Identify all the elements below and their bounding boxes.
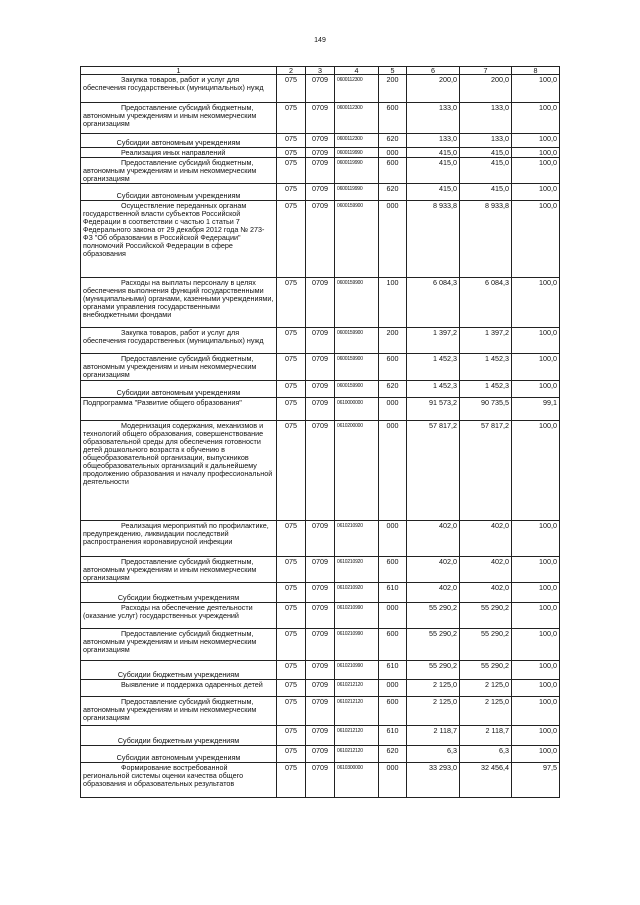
row-actual: 133,0 [460,103,512,134]
table-row [81,354,560,381]
row-code-target: 0610212120 [335,697,379,726]
row-actual: 2 125,0 [460,680,512,697]
row-actual: 6 084,3 [460,278,512,328]
row-actual: 415,0 [460,184,512,201]
row-code-section: 0709 [306,381,335,398]
row-actual: 402,0 [460,521,512,557]
row-code-section: 0709 [306,421,335,521]
row-actual: 8 933,8 [460,201,512,278]
row-percent: 100,0 [512,421,560,521]
row-code-type: 000 [379,421,407,521]
row-plan: 133,0 [407,103,460,134]
row-code-section: 0709 [306,201,335,278]
row-plan: 55 290,2 [407,661,460,680]
row-percent: 100,0 [512,557,560,583]
row-actual: 1 452,3 [460,354,512,381]
column-header-6: 6 [407,67,460,75]
row-code-admin: 075 [277,629,306,661]
table-row [81,521,560,557]
table-row [81,726,560,746]
table-row [81,278,560,328]
row-code-admin: 075 [277,661,306,680]
row-actual: 1 397,2 [460,328,512,354]
column-header-5: 5 [379,67,407,75]
row-code-section: 0709 [306,603,335,629]
row-actual: 415,0 [460,158,512,184]
row-code-type: 000 [379,763,407,798]
row-plan: 33 293,0 [407,763,460,798]
row-plan: 1 397,2 [407,328,460,354]
row-name: Субсидии автономным учреждениям [81,746,277,763]
row-percent: 100,0 [512,746,560,763]
row-code-admin: 075 [277,680,306,697]
row-code-target: 0600159900 [335,328,379,354]
row-plan: 415,0 [407,184,460,201]
row-code-admin: 075 [277,398,306,421]
row-code-type: 100 [379,278,407,328]
row-name: Расходы на выплаты персоналу в целях обеспечения выполнения функций государственными (муниципальными) органами, казенными учреждениями, органами управления государственными внебюджетными фондами [81,278,277,328]
row-percent: 100,0 [512,629,560,661]
table-row [81,661,560,680]
row-name: Реализация мероприятий по профилактике, предупреждению, ликвидации последствий распространения коронавирусной инфекции [81,521,277,557]
row-code-admin: 075 [277,201,306,278]
row-percent: 97,5 [512,763,560,798]
row-code-admin: 075 [277,158,306,184]
row-actual: 402,0 [460,583,512,603]
row-code-target: 0610210990 [335,603,379,629]
row-actual: 32 456,4 [460,763,512,798]
row-plan: 402,0 [407,521,460,557]
row-code-section: 0709 [306,557,335,583]
table-row [81,184,560,201]
row-actual: 90 735,5 [460,398,512,421]
table-row [81,328,560,354]
row-code-section: 0709 [306,726,335,746]
row-name: Закупка товаров, работ и услуг для обеспечения государственных (муниципальных) нужд [81,328,277,354]
table-row [81,103,560,134]
row-percent: 100,0 [512,103,560,134]
table-row [81,557,560,583]
row-code-target: 0610210990 [335,661,379,680]
row-actual: 402,0 [460,557,512,583]
row-percent: 100,0 [512,381,560,398]
row-percent: 100,0 [512,148,560,158]
row-name: Субсидии автономным учреждениям [81,134,277,148]
row-code-section: 0709 [306,763,335,798]
row-plan: 402,0 [407,583,460,603]
table-row [81,381,560,398]
row-code-section: 0709 [306,629,335,661]
row-percent: 100,0 [512,697,560,726]
column-header-8: 8 [512,67,560,75]
row-name: Субсидии автономным учреждениям [81,381,277,398]
row-code-section: 0709 [306,661,335,680]
row-name: Предоставление субсидий бюджетным, автономным учреждениям и иным некоммерческим организациям [81,629,277,661]
row-plan: 1 452,3 [407,381,460,398]
row-name: Закупка товаров, работ и услуг для обеспечения государственных (муниципальных) нужд [81,75,277,103]
row-plan: 200,0 [407,75,460,103]
table-row [81,134,560,148]
row-actual: 55 290,2 [460,603,512,629]
row-code-admin: 075 [277,557,306,583]
row-plan: 2 125,0 [407,697,460,726]
row-percent: 100,0 [512,661,560,680]
row-code-section: 0709 [306,328,335,354]
row-actual: 55 290,2 [460,661,512,680]
row-percent: 100,0 [512,134,560,148]
row-percent: 100,0 [512,75,560,103]
row-code-type: 610 [379,583,407,603]
table-row [81,746,560,763]
row-code-section: 0709 [306,148,335,158]
row-percent: 100,0 [512,184,560,201]
row-code-type: 620 [379,184,407,201]
row-plan: 55 290,2 [407,629,460,661]
row-code-section: 0709 [306,583,335,603]
table-row [81,148,560,158]
row-name: Предоставление субсидий бюджетным, автономным учреждениям и иным некоммерческим организациям [81,557,277,583]
row-code-target: 0610210920 [335,583,379,603]
row-code-section: 0709 [306,184,335,201]
row-code-section: 0709 [306,158,335,184]
row-actual: 57 817,2 [460,421,512,521]
row-code-admin: 075 [277,421,306,521]
row-code-admin: 075 [277,726,306,746]
row-code-type: 000 [379,398,407,421]
row-actual: 133,0 [460,134,512,148]
row-code-target: 0600159900 [335,278,379,328]
row-name: Предоставление субсидий бюджетным, автономным учреждениям и иным некоммерческим организациям [81,158,277,184]
row-code-target: 0600159900 [335,381,379,398]
row-percent: 100,0 [512,278,560,328]
table-row [81,583,560,603]
row-code-target: 0610210920 [335,557,379,583]
row-actual: 1 452,3 [460,381,512,398]
table-row [81,158,560,184]
row-code-type: 600 [379,158,407,184]
row-code-target: 0610210990 [335,629,379,661]
row-code-admin: 075 [277,134,306,148]
row-name: Предоставление субсидий бюджетным, автономным учреждениям и иным некоммерческим организациям [81,697,277,726]
table-row [81,680,560,697]
row-name: Формирование востребованной региональной системы оценки качества общего образования и образовательных результатов [81,763,277,798]
row-code-admin: 075 [277,697,306,726]
row-percent: 100,0 [512,726,560,746]
row-code-type: 620 [379,746,407,763]
row-code-target: 0610212120 [335,746,379,763]
row-code-type: 000 [379,148,407,158]
row-code-target: 0600159900 [335,201,379,278]
row-code-target: 0610210920 [335,521,379,557]
row-code-target: 0600112300 [335,75,379,103]
table-row [81,763,560,798]
row-name: Субсидии бюджетным учреждениям [81,661,277,680]
budget-table [80,66,560,798]
row-code-admin: 075 [277,148,306,158]
row-code-target: 0600119990 [335,148,379,158]
row-plan: 6,3 [407,746,460,763]
row-plan: 415,0 [407,158,460,184]
table-row [81,75,560,103]
row-code-section: 0709 [306,697,335,726]
row-code-target: 0610000000 [335,398,379,421]
row-code-target: 0600112300 [335,134,379,148]
column-header-4: 4 [335,67,379,75]
row-actual: 55 290,2 [460,629,512,661]
row-plan: 55 290,2 [407,603,460,629]
row-code-admin: 075 [277,521,306,557]
row-code-section: 0709 [306,354,335,381]
row-code-type: 000 [379,521,407,557]
row-code-admin: 075 [277,381,306,398]
row-name: Реализация иных направлений [81,148,277,158]
row-code-target: 0600112300 [335,103,379,134]
row-code-target: 0610212120 [335,680,379,697]
row-actual: 415,0 [460,148,512,158]
row-plan: 415,0 [407,148,460,158]
row-code-admin: 075 [277,603,306,629]
row-percent: 100,0 [512,583,560,603]
row-name: Предоставление субсидий бюджетным, автономным учреждениям и иным некоммерческим организациям [81,103,277,134]
row-name: Предоставление субсидий бюджетным, автономным учреждениям и иным некоммерческим организациям [81,354,277,381]
row-code-section: 0709 [306,75,335,103]
row-code-type: 000 [379,603,407,629]
row-actual: 200,0 [460,75,512,103]
row-code-type: 200 [379,328,407,354]
row-plan: 2 118,7 [407,726,460,746]
row-code-section: 0709 [306,103,335,134]
row-code-admin: 075 [277,75,306,103]
row-code-type: 620 [379,381,407,398]
row-actual: 2 125,0 [460,697,512,726]
table-row [81,697,560,726]
row-code-section: 0709 [306,278,335,328]
header-row [81,67,560,75]
table-row [81,398,560,421]
row-code-type: 600 [379,697,407,726]
row-code-admin: 075 [277,328,306,354]
row-plan: 2 125,0 [407,680,460,697]
row-code-section: 0709 [306,746,335,763]
page-number: 149 [314,37,326,44]
table-row [81,421,560,521]
row-actual: 6,3 [460,746,512,763]
row-code-target: 0610212120 [335,726,379,746]
row-name: Модернизация содержания, механизмов и технологий общего образования, совершенствование образовательной среды для обеспечения готовности детей дошкольного возраста к обучению в общеобразовательной организации, выпускников общеобразовательных организаций к дальнейшему продолжению образования и началу профессиональной деятельности [81,421,277,521]
row-name: Субсидии бюджетным учреждениям [81,583,277,603]
row-actual: 2 118,7 [460,726,512,746]
row-code-target: 0600159900 [335,354,379,381]
row-plan: 402,0 [407,557,460,583]
column-header-1: 1 [81,67,277,75]
row-percent: 100,0 [512,521,560,557]
row-plan: 8 933,8 [407,201,460,278]
column-header-7: 7 [460,67,512,75]
row-code-section: 0709 [306,680,335,697]
row-code-target: 0600119990 [335,184,379,201]
row-code-type: 200 [379,75,407,103]
row-code-target: 0600119990 [335,158,379,184]
row-name: Подпрограмма "Развитие общего образования" [81,398,277,421]
column-header-3: 3 [306,67,335,75]
row-percent: 99,1 [512,398,560,421]
row-code-admin: 075 [277,583,306,603]
row-code-type: 610 [379,661,407,680]
row-code-section: 0709 [306,134,335,148]
row-code-type: 610 [379,726,407,746]
table-row [81,201,560,278]
row-code-type: 000 [379,680,407,697]
row-plan: 91 573,2 [407,398,460,421]
row-code-admin: 075 [277,354,306,381]
row-plan: 1 452,3 [407,354,460,381]
row-name: Расходы на обеспечение деятельности (оказание услуг) государственных учреждений [81,603,277,629]
row-code-admin: 075 [277,763,306,798]
row-code-type: 600 [379,557,407,583]
row-percent: 100,0 [512,158,560,184]
row-name: Выявление и поддержка одаренных детей [81,680,277,697]
row-plan: 133,0 [407,134,460,148]
row-code-admin: 075 [277,278,306,328]
table-row [81,629,560,661]
row-percent: 100,0 [512,201,560,278]
row-name: Субсидии автономным учреждениям [81,184,277,201]
row-code-target: 0610200000 [335,421,379,521]
row-code-section: 0709 [306,398,335,421]
row-code-admin: 075 [277,103,306,134]
column-header-2: 2 [277,67,306,75]
row-code-admin: 075 [277,184,306,201]
row-code-admin: 075 [277,746,306,763]
row-code-target: 0610300000 [335,763,379,798]
table-row [81,603,560,629]
row-plan: 57 817,2 [407,421,460,521]
row-percent: 100,0 [512,603,560,629]
row-code-type: 620 [379,134,407,148]
row-name: Осуществление переданных органам государственной власти субъектов Российской Федерации в соответствии с частью 1 статьи 7 Федерального закона от 29 декабря 2012 года № 273-ФЗ "Об образовании в Российской Федерации" полномочий Российской Федерации в сфере образования [81,201,277,278]
row-name: Субсидии бюджетным учреждениям [81,726,277,746]
row-percent: 100,0 [512,680,560,697]
row-percent: 100,0 [512,328,560,354]
row-percent: 100,0 [512,354,560,381]
row-code-type: 600 [379,629,407,661]
row-code-type: 600 [379,103,407,134]
row-code-type: 000 [379,201,407,278]
row-plan: 6 084,3 [407,278,460,328]
row-code-section: 0709 [306,521,335,557]
row-code-type: 600 [379,354,407,381]
